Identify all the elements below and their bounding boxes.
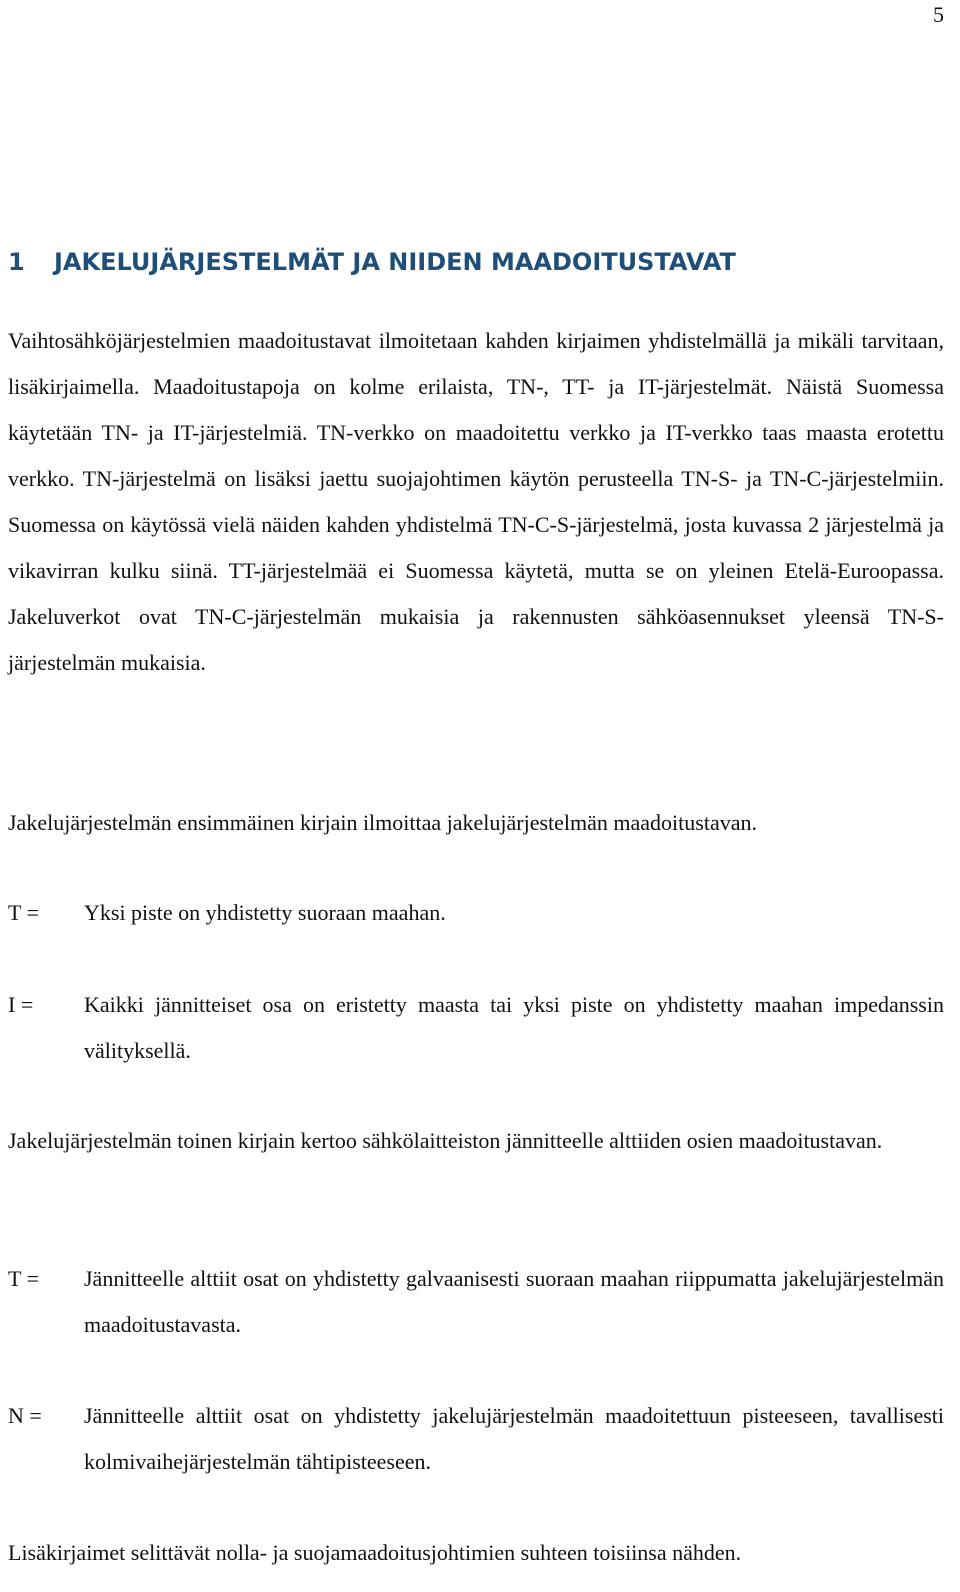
definition-term: N = (8, 1403, 42, 1428)
extra-letters-paragraph: Lisäkirjaimet selittävät nolla- ja suojamaadoitusjohtimien suhteen toisiinsa nähden. (8, 1540, 742, 1565)
chapter-number: 1 (8, 248, 25, 276)
definition-description: Jännitteelle alttiit osat on yhdistetty jakelujärjestelmän maadoitettuun pisteeseen, tavallisesti kolmivaihejärjestelmän tähtipisteeseen. (84, 1403, 944, 1474)
definition-item (8, 982, 944, 1074)
second-letter-paragraph: Jakelujärjestelmän toinen kirjain kertoo sähkölaitteiston jännitteelle alttiiden osien maadoitustavan. (8, 1128, 883, 1153)
page-number: 5 (933, 2, 944, 27)
chapter-heading (8, 248, 736, 276)
chapter-title: JAKELUJÄRJESTELMÄT JA NIIDEN MAADOITUSTAVAT (54, 248, 736, 276)
definition-term: T = (8, 900, 39, 925)
definition-description: Kaikki jännitteiset osa on eristetty maasta tai yksi piste on yhdistetty maahan impedanssin välityksellä. (84, 992, 944, 1063)
first-letter-paragraph: Jakelujärjestelmän ensimmäinen kirjain ilmoittaa jakelujärjestelmän maadoitustavan. (8, 810, 757, 835)
definition-item (8, 890, 944, 936)
definition-item (8, 1393, 944, 1485)
definition-description: Yksi piste on yhdistetty suoraan maahan. (84, 900, 446, 925)
definition-item (8, 1256, 944, 1348)
intro-paragraph: Vaihtosähköjärjestelmien maadoitustavat ilmoitetaan kahden kirjaimen yhdistelmällä ja mikäli tarvitaan, lisäkirjaimella. Maadoitustapoja on kolme erilaista, TN-, TT- ja IT-järjestelmät. Näistä Suomessa käytetään TN- ja IT-järjestelmiä. TN-verkko on maadoitettu verkko ja IT-verkko taas maasta erotettu verkko. TN-järjestelmä on lisäksi jaettu suojajohtimen käytön perusteella TN-S- ja TN-C-järjestelmiin. Suomessa on käytössä vielä näiden kahden yhdistelmä TN-C-S-järjestelmä, josta kuvassa 2 järjestelmä ja vikavirran kulku siinä. TT-järjestelmää ei Suomessa käytetä, mutta se on yleinen Etelä-Euroopassa. Jakeluverkot ovat TN-C-järjestelmän mukaisia ja rakennusten sähköasennukset yleensä TN-S-järjestelmän mukaisia. (8, 328, 944, 675)
definition-description: Jännitteelle alttiit osat on yhdistetty galvaanisesti suoraan maahan riippumatta jakelujärjestelmän maadoitustavasta. (84, 1266, 944, 1337)
definition-term: I = (8, 992, 34, 1017)
definition-term: T = (8, 1266, 39, 1291)
